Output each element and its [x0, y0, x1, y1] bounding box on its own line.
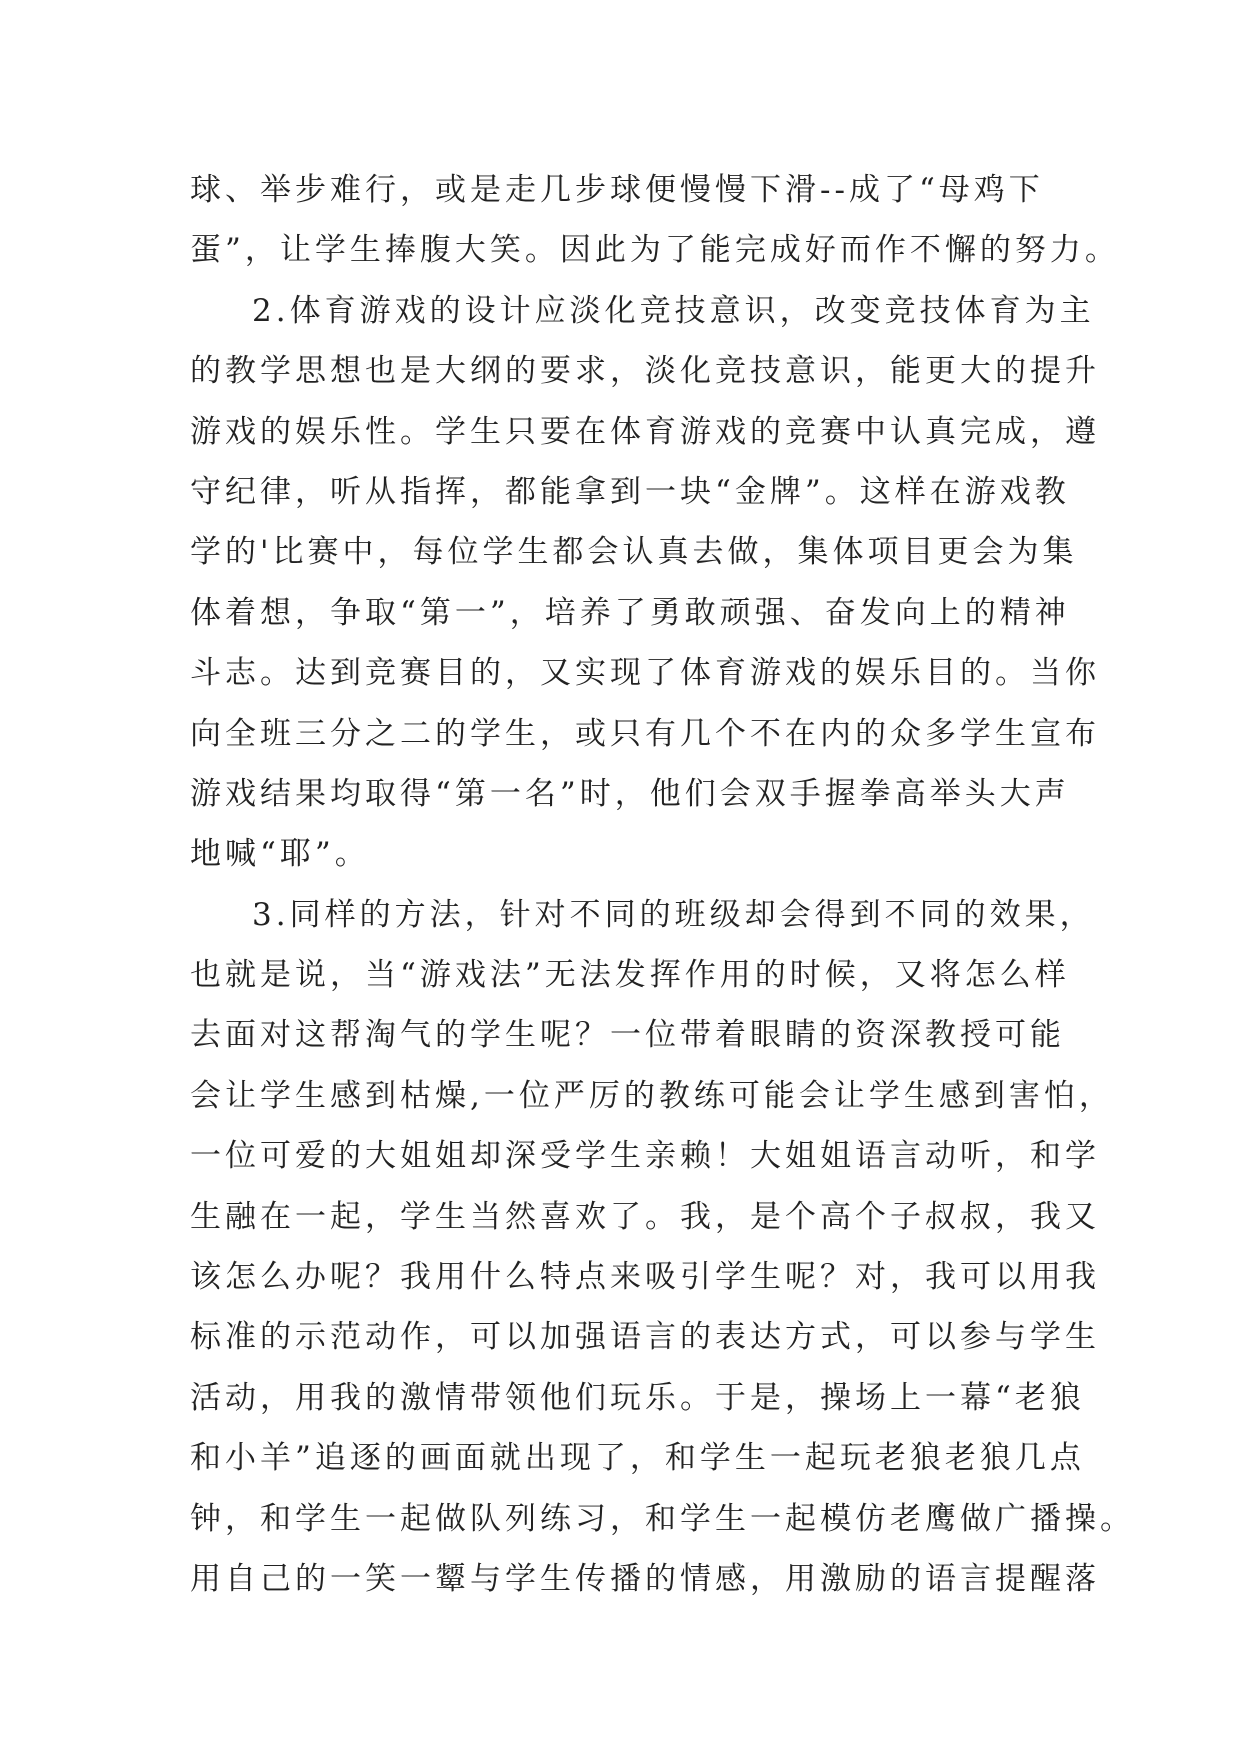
text-line: 一位可爱的大姐姐却深受学生亲赖！大姐姐语言动听，和学: [190, 1138, 1100, 1175]
text-line: 3.同样的方法，针对不同的班级却会得到不同的效果，: [252, 896, 1095, 933]
text-line: 游戏的娱乐性。学生只要在体育游戏的竞赛中认真完成，遵: [190, 413, 1100, 450]
text-line: 守纪律，听从指挥，都能拿到一块“金牌”。这样在游戏教: [190, 473, 1070, 510]
text-line: 用自己的一笑一颦与学生传播的情感，用激励的语言提醒落: [190, 1560, 1100, 1597]
text-line: 该怎么办呢？我用什么特点来吸引学生呢？对，我可以用我: [190, 1259, 1100, 1296]
text-line: 体着想，争取“第一”，培养了勇敢顽强、奋发向上的精神: [190, 594, 1070, 631]
text-line: 生融在一起，学生当然喜欢了。我，是个高个子叔叔，我又: [190, 1198, 1100, 1235]
body-text: [190, 160, 1135, 1609]
text-line: 活动，用我的激情带领他们玩乐。于是，操场上一幕“老狼: [190, 1379, 1085, 1416]
text-line: 也就是说，当“游戏法”无法发挥作用的时候，又将怎么样: [190, 957, 1070, 994]
text-line: 学的'比赛中，每位学生都会认真去做，集体项目更会为集: [190, 534, 1078, 571]
text-line: 的教学思想也是大纲的要求，淡化竞技意识，能更大的提升: [190, 353, 1100, 390]
text-line: 地喊“耶”。: [190, 836, 370, 873]
text-line: 2.体育游戏的设计应淡化竞技意识，改变竞技体育为主: [252, 292, 1095, 329]
text-line: 标准的示范动作，可以加强语言的表达方式，可以参与学生: [190, 1319, 1100, 1356]
text-line: 球、举步难行，或是走几步球便慢慢下滑--成了“母鸡下: [190, 172, 1044, 208]
text-line: 斗志。达到竞赛目的，又实现了体育游戏的娱乐目的。当你: [190, 655, 1100, 692]
text-line: 向全班三分之二的学生，或只有几个不在内的众多学生宣布: [190, 715, 1100, 752]
text-line: 游戏结果均取得“第一名”时，他们会双手握拳高举头大声: [190, 775, 1070, 812]
text-line: 去面对这帮淘气的学生呢？一位带着眼睛的资深教授可能: [190, 1017, 1065, 1054]
text-line: 钟，和学生一起做队列练习，和学生一起模仿老鹰做广播操。: [190, 1500, 1135, 1537]
text-line: 蛋”，让学生捧腹大笑。因此为了能完成好而作不懈的努力。: [190, 232, 1120, 269]
text-line: 会让学生感到枯燥,一位严厉的教练可能会让学生感到害怕，: [190, 1077, 1114, 1114]
text-line: 和小羊”追逐的画面就出现了，和学生一起玩老狼老狼几点: [190, 1440, 1085, 1477]
